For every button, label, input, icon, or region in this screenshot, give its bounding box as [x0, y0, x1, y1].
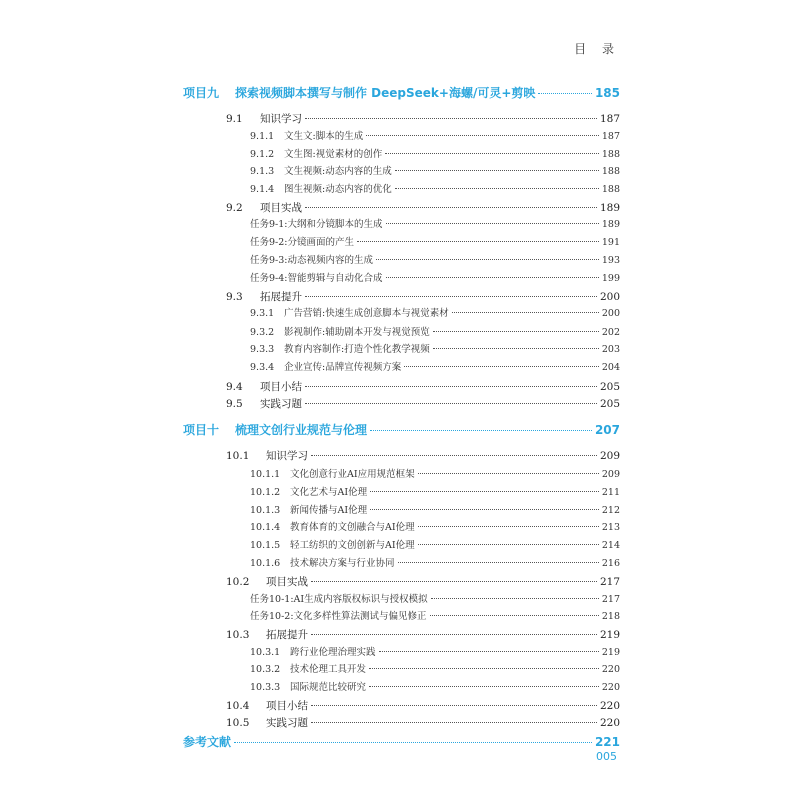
dot-leader	[311, 634, 597, 635]
toc-entry-page: 219	[599, 629, 620, 641]
dot-leader	[370, 491, 599, 492]
toc-entry-number: 10.1	[226, 450, 250, 462]
toc-entry-page: 216	[601, 558, 620, 569]
dot-leader	[305, 207, 597, 208]
toc-entry-page: 188	[601, 184, 620, 195]
toc-entry	[250, 360, 620, 376]
toc-entry-title: 拓展提升	[266, 629, 308, 641]
toc-entry-number: 10.1.4	[250, 522, 281, 533]
toc-entry-title: 广告营销:快速生成创意脚本与视觉素材	[284, 308, 449, 319]
dot-leader	[370, 509, 599, 510]
toc-entry	[250, 485, 620, 501]
toc-entry-number: 10.1.2	[250, 487, 281, 498]
toc-entry-page: 217	[599, 576, 620, 588]
toc-entry-number: 9.3.4	[250, 362, 275, 373]
toc-entry	[226, 448, 620, 464]
toc-entry-number: 10.1.6	[250, 558, 281, 569]
toc-entry-title: 任务9-2:分镜画面的产生	[250, 237, 354, 248]
toc-entry-page: 218	[601, 611, 620, 622]
toc-entry	[250, 342, 620, 358]
dot-leader	[305, 403, 597, 404]
toc-entry-page: 205	[599, 381, 620, 393]
toc-entry-title: 文化创意行业AI应用规范框架	[290, 469, 415, 480]
toc-entry	[226, 396, 620, 412]
toc-entry-page: 220	[601, 682, 620, 693]
dot-leader	[418, 544, 599, 545]
toc-entry-page: 217	[601, 594, 620, 605]
toc-entry	[250, 662, 620, 678]
toc-entry	[250, 680, 620, 696]
toc-entry	[250, 325, 620, 341]
dot-leader	[418, 526, 599, 527]
toc-entry-page: 188	[601, 166, 620, 177]
toc-entry	[250, 306, 620, 322]
toc-entry-title: 任务9-1:大纲和分镜脚本的生成	[250, 219, 383, 230]
toc-entry	[250, 609, 620, 625]
toc-entry	[250, 467, 620, 483]
toc-entry-page: 187	[599, 113, 620, 125]
toc-entry-number: 9.2	[226, 202, 243, 214]
toc-entry-page: 203	[601, 344, 620, 355]
toc-entry-number: 9.4	[226, 381, 243, 393]
toc-entry-page: 212	[601, 505, 620, 516]
dot-leader	[369, 686, 599, 687]
toc-entry-number: 9.3.2	[250, 327, 275, 338]
toc-entry-number: 10.5	[226, 717, 250, 729]
toc-entry-title: 任务10-1:AI生成内容版权标识与授权模拟	[250, 594, 428, 605]
dot-leader	[395, 170, 599, 171]
toc-entry-number: 10.3.2	[250, 664, 281, 675]
toc-entry-number: 9.5	[226, 398, 243, 410]
toc-entry-number: 9.1.3	[250, 166, 275, 177]
toc-entry-page: 220	[601, 664, 620, 675]
toc-entry-number: 10.3.3	[250, 682, 281, 693]
toc-entry	[250, 182, 620, 198]
toc-entry-number: 10.1.1	[250, 469, 281, 480]
dot-leader	[433, 348, 599, 349]
dot-leader	[311, 722, 597, 723]
toc-entry-number: 10.2	[226, 576, 250, 588]
toc-entry-number: 10.1.3	[250, 505, 281, 516]
toc-entry-title: 梳理文创行业规范与伦理	[235, 423, 368, 437]
toc-entry-title: 项目实战	[266, 576, 308, 588]
toc-entry-page: 221	[594, 735, 620, 749]
toc-entry-page: 204	[601, 362, 620, 373]
toc-entry-number: 9.1.2	[250, 149, 275, 160]
toc-entry	[226, 574, 620, 590]
toc-entry	[226, 200, 620, 216]
toc-entry-title: 教育体育的文创融合与AI伦理	[290, 522, 415, 533]
dot-leader	[305, 118, 597, 119]
toc-entry-title: 教育内容制作:打造个性化教学视频	[284, 344, 430, 355]
toc-entry	[226, 111, 620, 127]
toc-entry-title: 知识学习	[260, 113, 302, 125]
dot-leader	[311, 581, 597, 582]
dot-leader	[452, 312, 599, 313]
toc-entry	[226, 715, 620, 731]
toc-entry	[183, 85, 620, 101]
dot-leader	[369, 668, 599, 669]
toc-entry-page: 188	[601, 149, 620, 160]
toc-entry-page: 209	[601, 469, 620, 480]
toc-entry-number: 9.3	[226, 291, 243, 303]
toc-entry	[226, 379, 620, 395]
toc-entry	[250, 147, 620, 163]
toc-entry	[250, 556, 620, 572]
toc-entry-title: 国际规范比较研究	[290, 682, 367, 693]
toc-entry-title: 实践习题	[260, 398, 302, 410]
toc-entry	[250, 592, 620, 608]
dot-leader	[379, 651, 599, 652]
toc-entry	[250, 271, 620, 287]
toc-entry-page: 219	[601, 647, 620, 658]
toc-entry	[226, 698, 620, 714]
toc-entry-page: 191	[601, 237, 620, 248]
dot-leader	[385, 153, 599, 154]
toc-entry-title: 企业宣传:品牌宣传视频方案	[284, 362, 402, 373]
toc-entry-title: 轻工纺织的文创创新与AI伦理	[290, 540, 415, 551]
toc-entry-title: 任务10-2:文化多样性算法测试与偏见修正	[250, 611, 427, 622]
toc-entry-number: 项目十	[183, 423, 220, 437]
dot-leader	[386, 277, 599, 278]
toc-entry	[250, 129, 620, 145]
toc-entry	[250, 503, 620, 519]
dot-leader	[376, 259, 599, 260]
toc-entry-title: 技术伦理工具开发	[290, 664, 367, 675]
toc-entry-number: 10.4	[226, 700, 250, 712]
toc-entry	[226, 627, 620, 643]
toc-entry	[250, 520, 620, 536]
toc-entry-number: 项目九	[183, 86, 220, 100]
dot-leader	[357, 241, 599, 242]
toc-entry-title: 项目小结	[260, 381, 302, 393]
toc-entry-number: 10.1.5	[250, 540, 281, 551]
page-header: 目 录	[574, 42, 620, 56]
toc-entry-title: 新闻传播与AI伦理	[290, 505, 368, 516]
toc-entry-title: 图生视频:动态内容的优化	[284, 184, 392, 195]
toc-entry-page: 220	[599, 700, 620, 712]
toc-entry-page: 189	[601, 219, 620, 230]
toc-entry-page: 202	[601, 327, 620, 338]
toc-entry-title: 项目小结	[266, 700, 308, 712]
toc-entry-title: 文生文:脚本的生成	[284, 131, 364, 142]
dot-leader	[305, 386, 597, 387]
toc-entry-title: 拓展提升	[260, 291, 302, 303]
dot-leader	[370, 430, 592, 431]
toc-entry-number: 10.3	[226, 629, 250, 641]
toc-entry-number: 9.1.1	[250, 131, 275, 142]
dot-leader	[366, 135, 599, 136]
dot-leader	[311, 455, 597, 456]
toc-entry-number: 9.1	[226, 113, 243, 125]
toc-entry-number: 9.3.3	[250, 344, 275, 355]
toc-entry-page: 205	[599, 398, 620, 410]
toc-entry-title: 探索视频脚本撰写与制作 DeepSeek+海螺/可灵+剪映	[235, 86, 536, 100]
dot-leader	[404, 366, 599, 367]
toc-entry	[183, 422, 620, 438]
toc-entry	[250, 538, 620, 554]
toc-entry-page: 189	[599, 202, 620, 214]
toc-entry-title: 跨行业伦理治理实践	[290, 647, 376, 658]
dot-leader	[430, 615, 599, 616]
toc-entry-title: 技术解决方案与行业协同	[290, 558, 395, 569]
toc-entry-page: 209	[599, 450, 620, 462]
toc-entry-page: 211	[601, 487, 620, 498]
toc-entry-number: 9.1.4	[250, 184, 275, 195]
toc-entry-title: 文化艺术与AI伦理	[290, 487, 368, 498]
dot-leader	[538, 93, 592, 94]
toc-entry-page: 207	[594, 423, 620, 437]
toc-entry-title: 项目实战	[260, 202, 302, 214]
toc-entry	[250, 645, 620, 661]
dot-leader	[395, 188, 599, 189]
toc-entry-page: 213	[601, 522, 620, 533]
toc-entry	[250, 253, 620, 269]
dot-leader	[398, 562, 599, 563]
dot-leader	[431, 598, 599, 599]
toc-entry-title: 文生视频:动态内容的生成	[284, 166, 392, 177]
dot-leader	[234, 742, 592, 743]
dot-leader	[433, 331, 599, 332]
toc-entry-title: 实践习题	[266, 717, 308, 729]
toc-entry	[250, 164, 620, 180]
page-number: 005	[596, 750, 617, 763]
toc-entry	[226, 289, 620, 305]
toc-entry-title: 参考文献	[183, 735, 232, 749]
dot-leader	[305, 296, 597, 297]
toc-entry-page: 200	[601, 308, 620, 319]
toc-entry-number: 10.3.1	[250, 647, 281, 658]
toc-entry	[250, 217, 620, 233]
toc-entry	[183, 734, 620, 750]
toc-entry-page: 214	[601, 540, 620, 551]
toc-entry-page: 193	[601, 255, 620, 266]
toc-entry-page: 200	[599, 291, 620, 303]
toc-entry-page: 220	[599, 717, 620, 729]
toc-entry-page: 187	[601, 131, 620, 142]
toc-entry-page: 185	[594, 86, 620, 100]
toc-entry-title: 影视制作:辅助剧本开发与视觉预览	[284, 327, 430, 338]
toc-entry-title: 任务9-3:动态视频内容的生成	[250, 255, 373, 266]
toc-entry-title: 文生图:视觉素材的创作	[284, 149, 383, 160]
toc-entry-number: 9.3.1	[250, 308, 275, 319]
toc-entry-page: 199	[601, 273, 620, 284]
dot-leader	[418, 473, 599, 474]
toc-entry	[250, 235, 620, 251]
toc-entry-title: 知识学习	[266, 450, 308, 462]
dot-leader	[311, 705, 597, 706]
toc-entry-title: 任务9-4:智能剪辑与自动化合成	[250, 273, 383, 284]
dot-leader	[386, 223, 599, 224]
